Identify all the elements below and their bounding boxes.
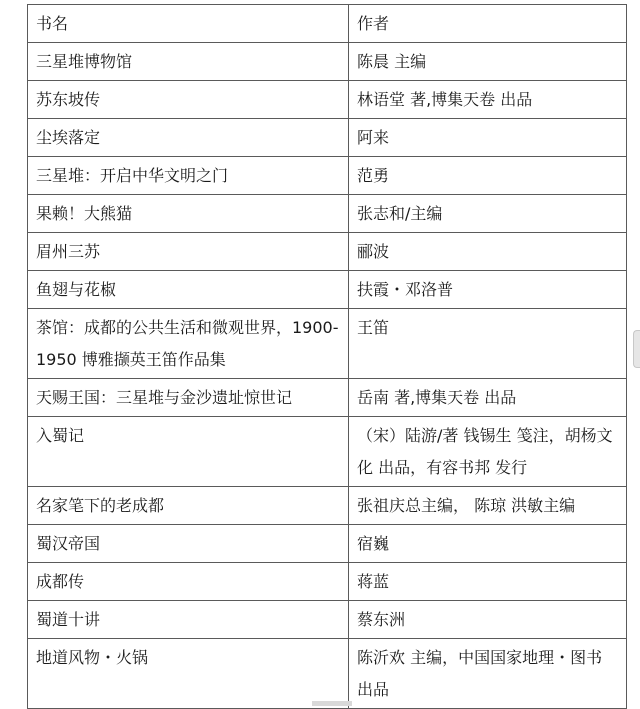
table-row bbox=[28, 487, 627, 525]
book-author-cell bbox=[349, 639, 627, 709]
book-title-cell: 三星堆：开启中华文明之门 bbox=[28, 157, 349, 195]
book-author-cell: 蒋蓝 bbox=[349, 563, 627, 601]
book-author-cell: 阿来 bbox=[349, 119, 627, 157]
table-row bbox=[28, 233, 627, 271]
book-author-cell: 陈晨 主编 bbox=[349, 43, 627, 81]
book-title-cell: 天赐王国：三星堆与金沙遗址惊世记 bbox=[28, 379, 349, 417]
book-author-cell: 岳南 著,博集天卷 出品 bbox=[349, 379, 627, 417]
book-author-cell: 张志和/主编 bbox=[349, 195, 627, 233]
book-author-cell bbox=[349, 417, 627, 487]
book-title-cell bbox=[28, 417, 349, 487]
book-author-text: 王笛 bbox=[357, 318, 390, 337]
table-row bbox=[28, 379, 627, 417]
table-row bbox=[28, 563, 627, 601]
book-title-cell: 三星堆博物馆 bbox=[28, 43, 349, 81]
side-scroll-handle[interactable] bbox=[633, 330, 640, 368]
book-title-cell: 蜀道十讲 bbox=[28, 601, 349, 639]
book-title-cell: 名家笔下的老成都 bbox=[28, 487, 349, 525]
book-title-cell: 蜀汉帝国 bbox=[28, 525, 349, 563]
book-title-cell bbox=[28, 639, 349, 709]
header-author-cell: 作者 bbox=[349, 5, 627, 43]
table-row bbox=[28, 639, 627, 709]
table-row bbox=[28, 271, 627, 309]
book-title-cell: 成都传 bbox=[28, 563, 349, 601]
book-author-cell: 范勇 bbox=[349, 157, 627, 195]
book-author-text: （宋）陆游/著 钱锡生 笺注，胡杨文化 出品，有容书邦 发行 bbox=[357, 426, 613, 477]
table-row bbox=[28, 309, 627, 379]
book-author-cell: 扶霞・邓洛普 bbox=[349, 271, 627, 309]
book-title-text: 地道风物・火锅 bbox=[36, 648, 149, 667]
book-author-cell: 林语堂 著,博集天卷 出品 bbox=[349, 81, 627, 119]
book-title-cell: 果赖！大熊猫 bbox=[28, 195, 349, 233]
table-row bbox=[28, 119, 627, 157]
book-author-text: 陈沂欢 主编，中国国家地理・图书 出品 bbox=[357, 648, 603, 699]
book-title-cell: 眉州三苏 bbox=[28, 233, 349, 271]
header-title-cell: 书名 bbox=[28, 5, 349, 43]
book-author-cell: 张祖庆总主编， 陈琼 洪敏主编 bbox=[349, 487, 627, 525]
table-row bbox=[28, 81, 627, 119]
table-row bbox=[28, 525, 627, 563]
table-header-row bbox=[28, 5, 627, 43]
book-list-table bbox=[27, 4, 627, 709]
book-author-cell: 郦波 bbox=[349, 233, 627, 271]
book-title-cell: 鱼翅与花椒 bbox=[28, 271, 349, 309]
book-title-cell bbox=[28, 309, 349, 379]
book-author-cell: 宿巍 bbox=[349, 525, 627, 563]
table-row bbox=[28, 417, 627, 487]
book-author-cell bbox=[349, 309, 627, 379]
table-row bbox=[28, 601, 627, 639]
table-row bbox=[28, 157, 627, 195]
book-title-cell: 苏东坡传 bbox=[28, 81, 349, 119]
book-author-cell: 蔡东洲 bbox=[349, 601, 627, 639]
table-row bbox=[28, 195, 627, 233]
book-title-text: 茶馆：成都的公共生活和微观世界，1900-1950 博雅撷英王笛作品集 bbox=[36, 318, 339, 369]
book-title-text: 入蜀记 bbox=[36, 426, 85, 445]
table-row bbox=[28, 43, 627, 81]
bottom-edge-marker bbox=[312, 701, 352, 706]
book-title-cell: 尘埃落定 bbox=[28, 119, 349, 157]
